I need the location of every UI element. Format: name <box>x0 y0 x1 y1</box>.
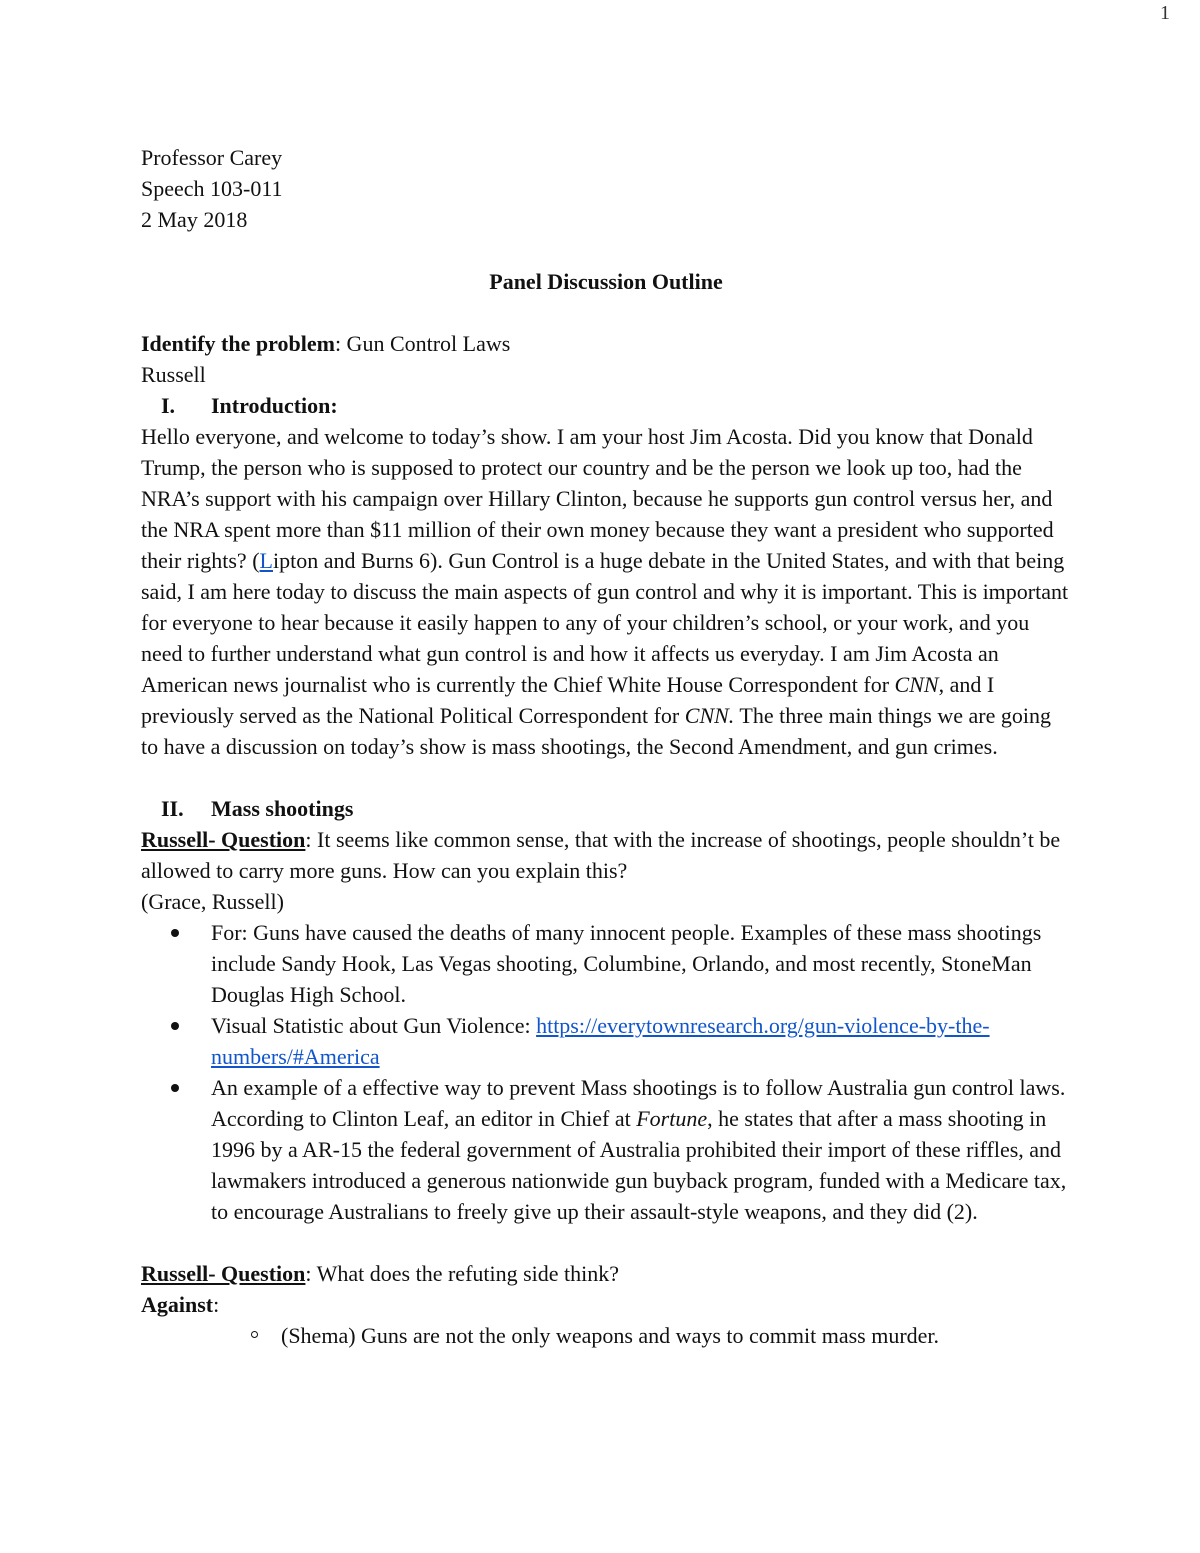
bullet-text: An example of a effective way to prevent Mass shootings is to follow Australia gun control laws. According to Clinton Leaf, an editor in Chief at <box>211 1075 1066 1131</box>
course-code: Speech 103-011 <box>141 176 283 201</box>
fortune-italic: Fortune <box>636 1106 708 1131</box>
intro-text-a: Hello everyone, and welcome to today’s show. I am your host Jim Acosta. Did you know that Donald Trump, the person who is supposed to protect our country and be the person we look up too, had the NRA’s support with his campaign over Hillary Clinton, because he supports gun control versus her, and the NRA spent more than $11 million of their own money because they want a president who supported their rights? ( <box>141 424 1054 573</box>
against-colon: : <box>213 1292 220 1317</box>
problem-text: : Gun Control Laws <box>334 331 511 356</box>
question-2 <box>141 1258 1071 1289</box>
against-sub-list <box>141 1320 1071 1351</box>
list-item <box>211 917 1071 1010</box>
bullet-text: For: Guns have caused the deaths of many innocent people. Examples of these mass shootings include Sandy Hook, Las Vegas shooting, Columbine, Orlando, and most recently, StoneMan Douglas High School. <box>211 920 1042 1007</box>
question-label: Russell- Question <box>141 827 306 852</box>
statistic-link[interactable]: https://everytownresearch.org/gun-violence-by-the-numbers/#America <box>211 1013 990 1069</box>
question-text: : It seems like common sense, that with the increase of shootings, people shouldn’t be allowed to carry more guns. How can you explain this? <box>141 827 1061 883</box>
question-1 <box>141 824 1071 886</box>
question-label: Russell- Question <box>141 1261 306 1286</box>
professor-name: Professor Carey <box>141 145 283 170</box>
section-title: Introduction: <box>211 393 338 418</box>
problem-line <box>141 328 1071 359</box>
section-number: I. <box>161 393 176 418</box>
against-label: Against <box>141 1292 214 1317</box>
speaker-name: Russell <box>141 362 206 387</box>
section-title: Mass shootings <box>211 796 354 821</box>
intro-text-b: ipton and Burns 6). Gun Control is a huge debate in the United States, and with that being said, I am here today to discuss the main aspects of gun control and why it is important. This is important for everyone to hear because it easily happen to any of your children’s school, or your work, and you need to further understand what gun control is and how it affects us everyday. I am Jim Acosta an American news journalist who is currently the Chief White House Correspondent for <box>141 548 1069 697</box>
list-item <box>211 1072 1071 1227</box>
list-item <box>211 1010 1071 1072</box>
introduction-paragraph <box>141 421 1071 762</box>
cnn-italic: CNN <box>894 672 939 697</box>
citation-link[interactable]: L <box>259 548 273 573</box>
section-introduction-heading <box>141 390 1071 421</box>
document-date: 2 May 2018 <box>141 207 248 232</box>
bullet-text: , he states that after a mass shooting in 1996 by a AR-15 the federal government of Australia prohibited their import of these riffles, and lawmakers introduced a generous nationwide gun buyback program, funded with a Medicare tax, to encourage Australians to freely give up their assault-style weapons, and they did (2). <box>211 1106 1067 1224</box>
document-body <box>141 142 1071 1351</box>
for-bullet-list <box>141 917 1071 1227</box>
bullet-text: Visual Statistic about Gun Violence: <box>211 1013 537 1038</box>
list-item <box>281 1320 1071 1351</box>
page-number: 1 <box>1160 2 1170 24</box>
problem-label: Identify the problem <box>141 331 335 356</box>
cnn-italic-2: CNN. <box>684 703 735 728</box>
question-speakers: (Grace, Russell) <box>141 889 284 914</box>
sub-bullet-text: (Shema) Guns are not the only weapons and ways to commit mass murder. <box>281 1323 940 1348</box>
section-mass-shootings-heading <box>141 793 1071 824</box>
intro-text-c: , and I previously served as the National Political Correspondent for <box>141 672 995 728</box>
question-text: : What does the refuting side think? <box>305 1261 620 1286</box>
section-number: II. <box>161 796 184 821</box>
intro-text-d: The three main things we are going to have a discussion on today’s show is mass shootings, the Second Amendment, and gun crimes. <box>141 703 1051 759</box>
document-title: Panel Discussion Outline <box>489 269 723 294</box>
against-line <box>141 1289 1071 1320</box>
